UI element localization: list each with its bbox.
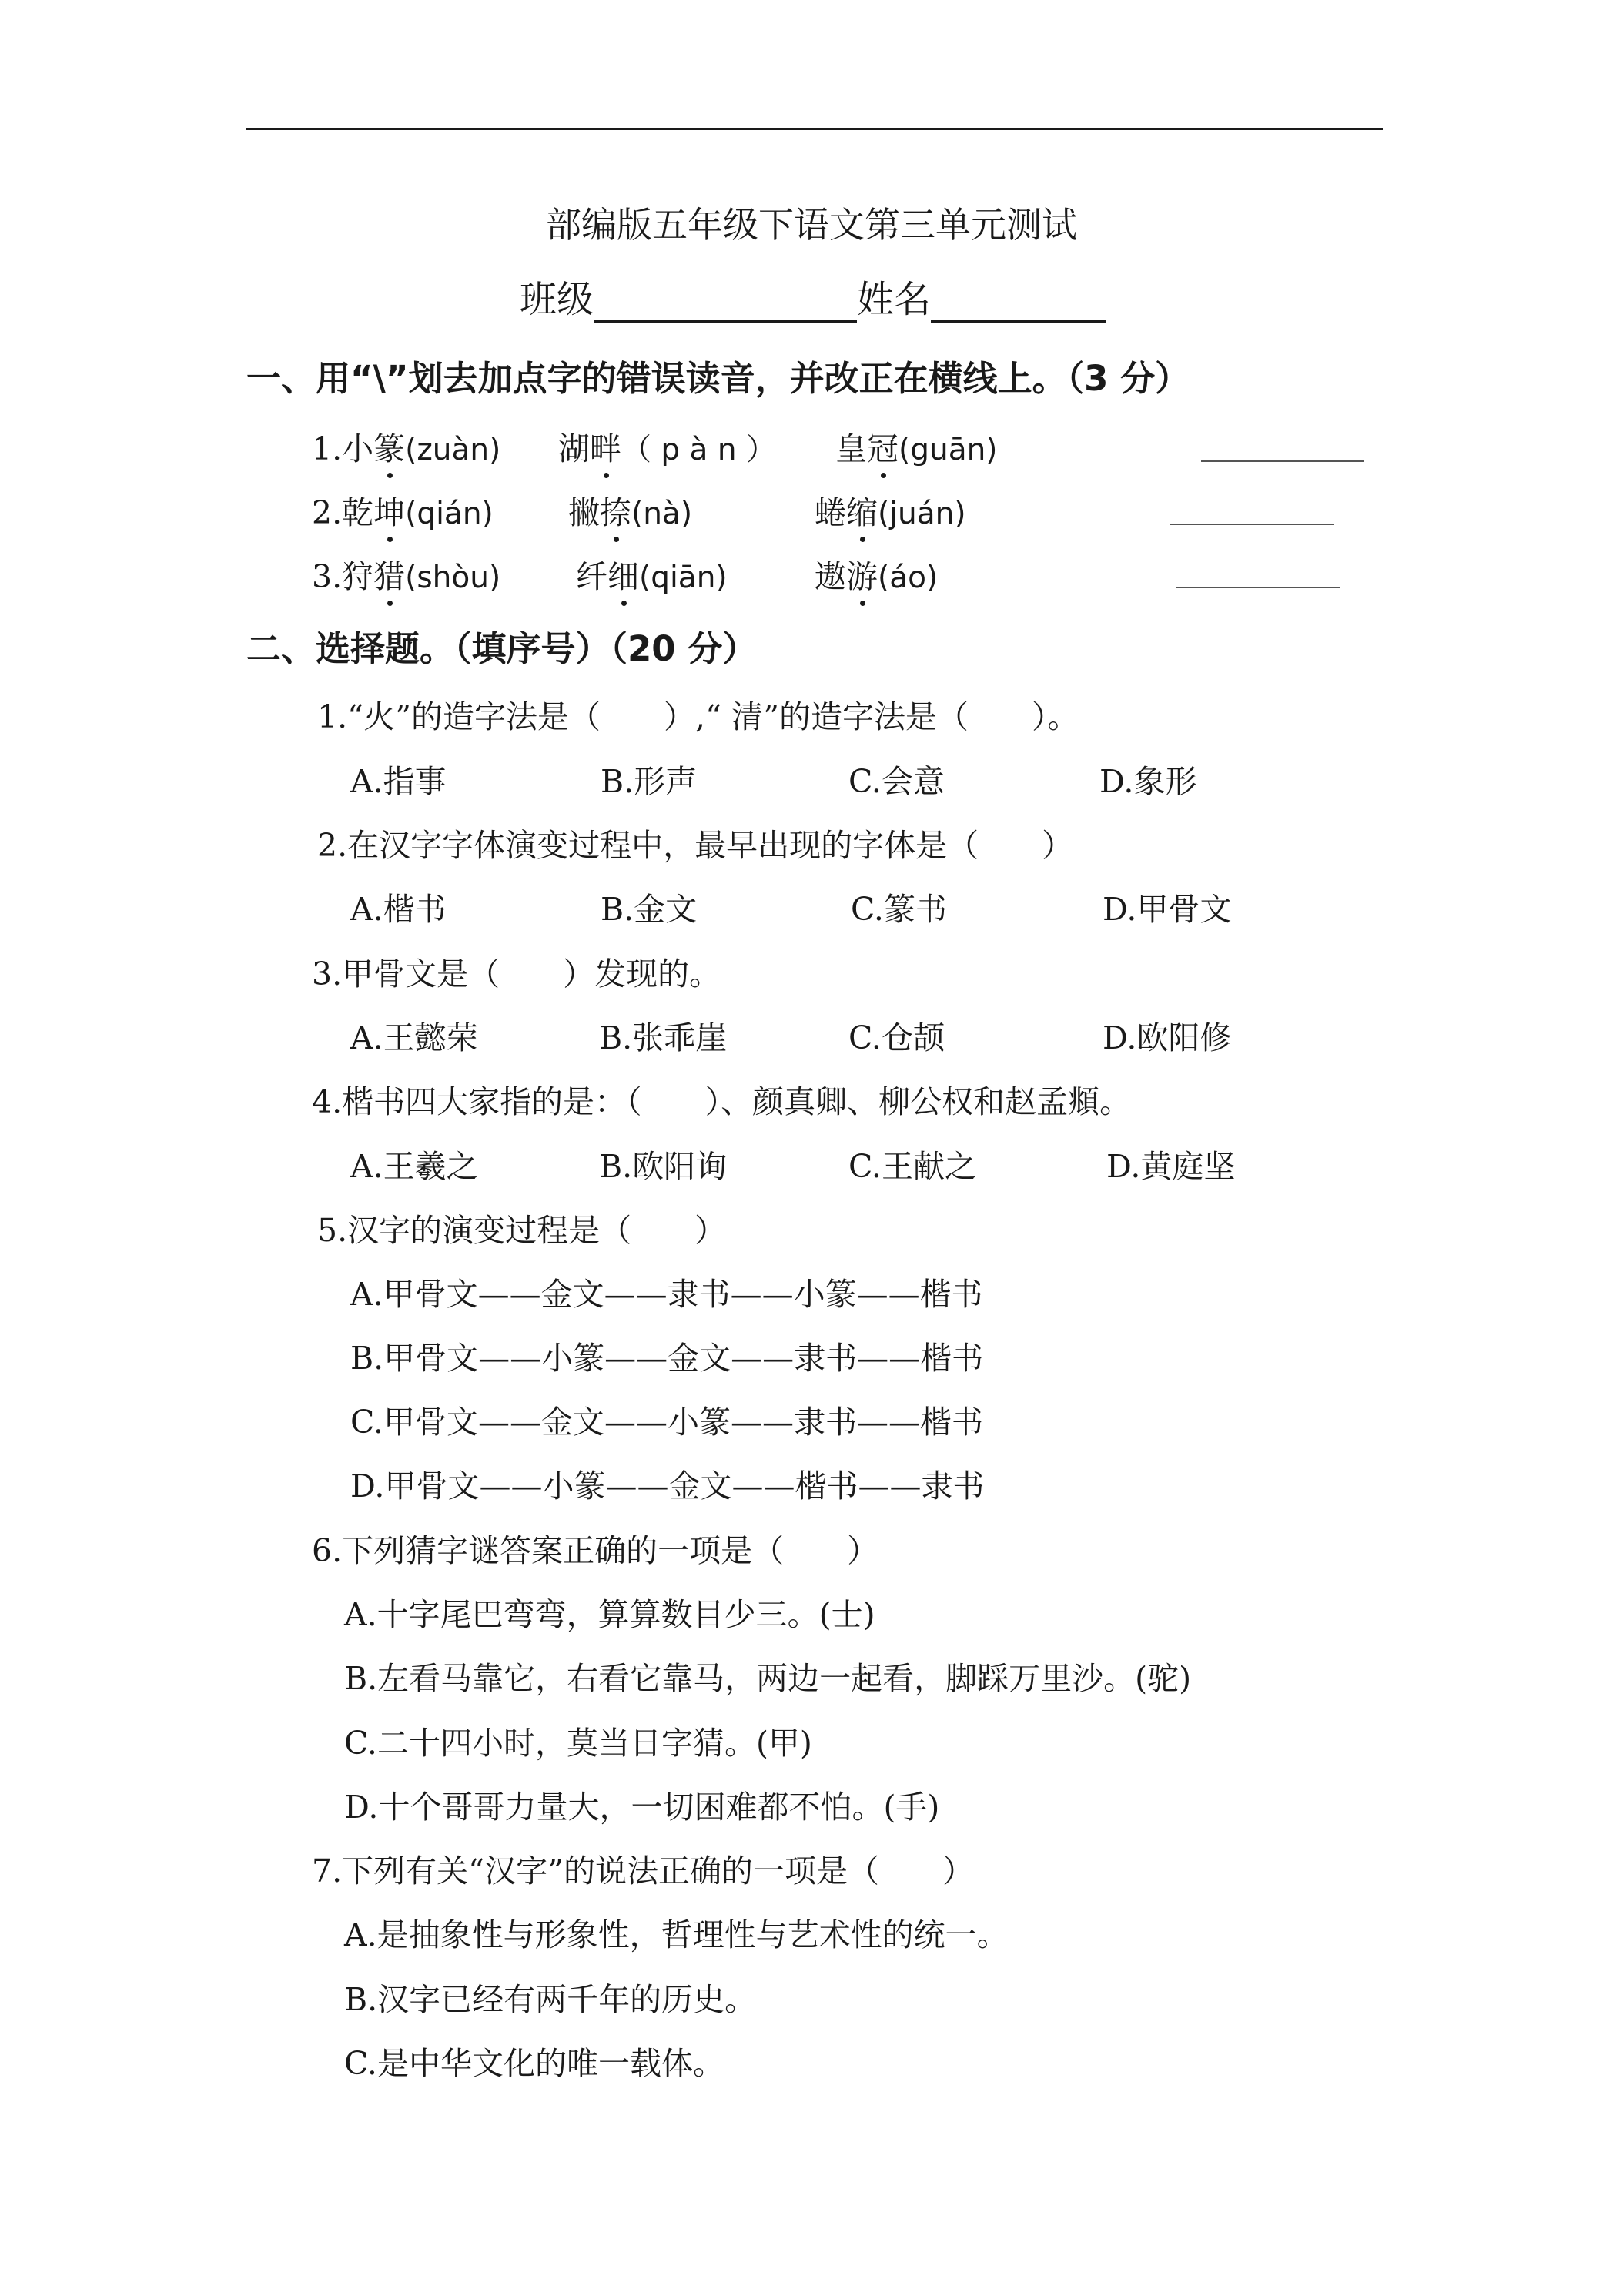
option[interactable]: B.欧阳询 <box>599 1148 728 1185</box>
option[interactable]: C.甲骨文——金文——小篆——隶书——楷书 <box>350 1404 983 1441</box>
question-stem: 2.在汉字字体演变过程中，最早出现的字体是（ ） <box>317 827 1074 864</box>
option[interactable]: D.甲骨文 <box>1103 891 1232 928</box>
pinyin-row-3: 3.狩猎(shòu) <box>312 551 500 597</box>
option[interactable]: D.十个哥哥力量大，一切困难都不怕。(手) <box>344 1789 940 1826</box>
name-label: 姓名 <box>857 278 932 321</box>
answer-line-1[interactable] <box>1201 460 1364 462</box>
option[interactable]: C.是中华文化的唯一载体。 <box>344 2045 724 2082</box>
option[interactable]: C.王献之 <box>848 1148 976 1185</box>
pinyin-row-1: 1.小篆(zuàn) <box>312 423 500 469</box>
pinyin-word: 皇冠(guān) <box>835 423 998 469</box>
dotted-char: 捺 <box>600 487 631 533</box>
pinyin-word: 遨游(áo) <box>815 551 938 597</box>
top-rule <box>246 128 1383 130</box>
option[interactable]: D.甲骨文——小篆——金文——楷书——隶书 <box>350 1468 985 1504</box>
question-stem: 7.下列有关“汉字”的说法正确的一项是（ ） <box>312 1853 975 1889</box>
option[interactable]: A.是抽象性与形象性，哲理性与艺术性的统一。 <box>344 1916 1009 1953</box>
option[interactable]: A.十字尾巴弯弯，算算数目少三。(士) <box>344 1596 875 1633</box>
option[interactable]: B.左看马靠它，右看它靠马，两边一起看，脚踩万里沙。(驼) <box>344 1660 1192 1697</box>
answer-line-3[interactable] <box>1176 587 1340 588</box>
option[interactable]: B.张乖崖 <box>599 1019 728 1056</box>
option[interactable]: A.楷书 <box>350 891 447 928</box>
section2-heading: 二、选择题。（填序号）（20 分） <box>246 628 758 669</box>
pinyin-word: 湖畔（ p à n ） <box>558 423 776 469</box>
page-title: 部编版五年级下语文第三单元测试 <box>546 204 1077 246</box>
dotted-char: 坤 <box>373 487 405 533</box>
question-stem: 5.汉字的演变过程是（ ） <box>317 1212 727 1249</box>
option[interactable]: D.黄庭坚 <box>1106 1148 1236 1185</box>
student-info-line <box>520 269 1106 323</box>
dotted-char: 篆 <box>373 423 405 469</box>
option[interactable]: D.欧阳修 <box>1103 1019 1232 1056</box>
class-blank[interactable] <box>594 285 857 323</box>
pinyin-row-2: 2.乾坤(qián) <box>312 487 494 533</box>
option[interactable]: B.金文 <box>601 891 698 928</box>
option[interactable]: B.甲骨文——小篆——金文——隶书——楷书 <box>350 1340 984 1377</box>
question-stem: 6.下列猜字谜答案正确的一项是（ ） <box>312 1532 879 1569</box>
dotted-char: 猎 <box>373 551 405 597</box>
option[interactable]: A.甲骨文——金文——隶书——小篆——楷书 <box>350 1276 983 1313</box>
option[interactable]: C.会意 <box>848 763 945 800</box>
option[interactable]: C.仓颉 <box>848 1019 945 1056</box>
option[interactable]: A.王羲之 <box>350 1148 478 1185</box>
option[interactable]: B.汉字已经有两千年的历史。 <box>344 1981 757 2018</box>
question-stem: 4.楷书四大家指的是：（ ）、颜真卿、柳公权和赵孟頫。 <box>312 1083 1132 1120</box>
dotted-char: 缩 <box>846 487 878 533</box>
pinyin-word: 蜷缩(juán) <box>815 487 966 533</box>
pinyin-word: 撇捺(nà) <box>568 487 692 533</box>
question-stem: 3.甲骨文是（ ）发现的。 <box>312 956 721 992</box>
dotted-char: 冠 <box>867 423 899 469</box>
answer-line-2[interactable] <box>1170 524 1334 525</box>
pinyin-word: 纤细(qiān) <box>576 551 728 597</box>
dotted-char: 游 <box>846 551 878 597</box>
option[interactable]: C.二十四小时，莫当日字猜。(甲) <box>344 1725 812 1762</box>
option[interactable]: B.形声 <box>601 763 698 800</box>
option[interactable]: A.指事 <box>350 763 447 800</box>
dotted-char: 细 <box>607 551 639 597</box>
option[interactable]: D.象形 <box>1099 763 1197 800</box>
question-stem: 1.“火”的造字法是（ ）,“ 清”的造字法是（ ）。 <box>317 698 1079 735</box>
section1-heading: 一、用“\”划去加点字的错误读音，并改正在横线上。（3 分） <box>246 358 1190 399</box>
option[interactable]: A.王懿荣 <box>350 1019 478 1056</box>
dotted-char: 畔 <box>590 423 621 469</box>
name-blank[interactable] <box>931 285 1106 323</box>
option[interactable]: C.篆书 <box>851 891 947 928</box>
class-label: 班级 <box>520 278 594 321</box>
